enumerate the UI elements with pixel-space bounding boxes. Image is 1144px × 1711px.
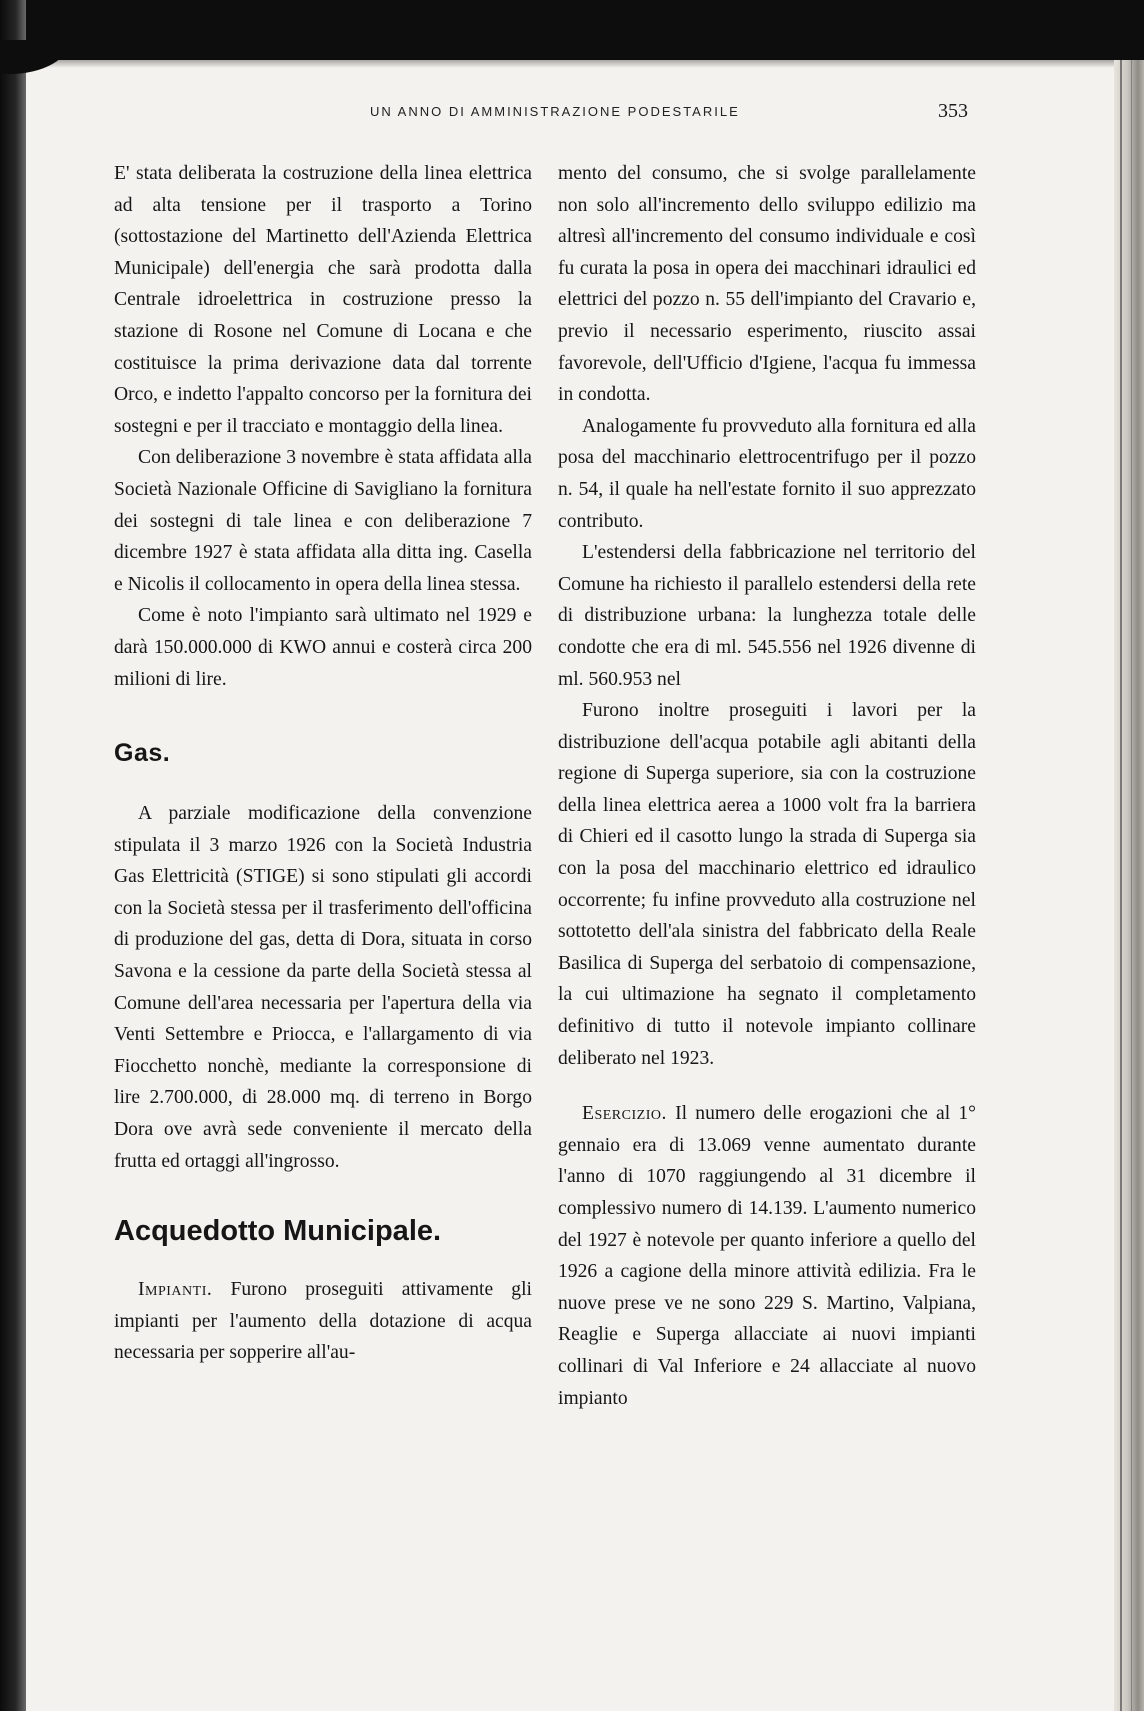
paragraph-gap <box>558 1074 976 1098</box>
scan-right-line <box>1120 60 1122 1711</box>
paragraph-text: Il numero delle erogazioni che al 1° gennaio era di 13.069 venne aumentato durante l'anno di 1070 raggiungendo al 31 dicembre il complessivo numero di 14.139. L'aumento numerico del 1927 è notevole per quanto inferiore a quello del 1926 a cagione della minore attività edilizia. Fra le nuove prese ve ne sono 229 S. Martino, Valpiana, Reaglie e Superga allacciate ai nuovi impianti collinari di Val Inferiore e 24 allacciate al nuovo impianto <box>558 1103 976 1409</box>
paragraph: L'estendersi della fabbricazione nel territorio del Comune ha richiesto il parallelo estendersi della rete di distribuzione urbana: la lunghezza totale delle condotte che era di ml. 545.556 nel 1926 divenne di ml. 560.953 nel <box>558 542 976 690</box>
right-column <box>558 158 976 1414</box>
scan-top-fade <box>0 44 1144 68</box>
run-in-label-impianti: Impianti. <box>138 1279 213 1301</box>
scan-right-edge <box>1114 60 1144 1711</box>
paragraph: Con deliberazione 3 novembre è stata affidata alla Società Nazionale Officine di Savigliano la fornitura dei sostegni di tale linea e con deliberazione 7 dicembre 1927 è stata affidata alla ditta ing. Casella e Nicolis il collocamento in opera della linea stessa. <box>114 447 532 595</box>
paragraph: Analogamente fu provveduto alla fornitura ed alla posa del macchinario elettrocentrifugo per il pozzo n. 54, il quale ha nell'estate fornito il suo apprezzato contributo. <box>558 415 976 532</box>
section-heading-gas: Gas. <box>114 739 171 768</box>
scan-right-line-2 <box>1131 60 1132 1711</box>
scan-page-curl <box>0 40 70 74</box>
paragraph-text: Furono proseguiti attivamente gli impianti per l'aumento della dotazione di acqua necessaria per sopperire all'au- <box>114 1279 532 1364</box>
scan-left-shadow <box>0 0 26 1711</box>
paragraph: A parziale modificazione della convenzione stipulata il 3 marzo 1926 con la Società Industria Gas Elettricità (STIGE) si sono stipulati gli accordi con la Società stessa per il trasferimento dell'officina di produzione del gas, detta di Dora, situata in corso Savona e la cessione da parte della Società stessa al Comune dell'area necessaria per l'apertura della via Venti Settembre e Priocca, e l'allargamento di via Fiocchetto nonchè, mediante la corresponsione di lire 2.700.000, di 28.000 mq. di terreno in Borgo Dora ove avrà sede conveniente il mercato della frutta ed ortaggi all'ingrosso. <box>114 803 532 1172</box>
left-column <box>114 158 532 1369</box>
running-header: UN ANNO DI AMMINISTRAZIONE PODESTARILE <box>370 104 740 119</box>
section-heading-acquedotto: Acquedotto Municipale. <box>114 1215 442 1248</box>
paragraph: E' stata deliberata la costruzione della linea elettrica ad alta tensione per il trasporto a Torino (sottostazione del Martinetto dell'Azienda Elettrica Municipale) dell'energia che sarà prodotta dalla Centrale idroelettrica in costruzione presso la stazione di Rosone nel Comune di Locana e che costituisce la prima derivazione data dal torrente Orco, e indetto l'appalto concorso per la fornitura dei sostegni e per il tracciato e montaggio della linea. <box>114 163 532 437</box>
run-in-label-esercizio: Esercizio. <box>582 1103 667 1125</box>
paragraph: Come è noto l'impianto sarà ultimato nel 1929 e darà 150.000.000 di KWO annui e costerà circa 200 milioni di lire. <box>114 605 532 690</box>
paragraph: mento del consumo, che si svolge parallelamente non solo all'incremento dello sviluppo edilizio ma altresì all'incremento del consumo individuale e così fu curata la posa in opera dei macchinari idraulici ed elettrici del pozzo n. 55 dell'impianto del Cravario e, previo il necessario esperimento, riuscito assai favorevole, dell'Ufficio d'Igiene, l'acqua fu immessa in condotta. <box>558 163 976 406</box>
paragraph: Furono inoltre proseguiti i lavori per la distribuzione dell'acqua potabile agli abitanti della regione di Superga superiore, sia con la costruzione della linea elettrica aerea a 1000 volt fra la barriera di Chieri ed il casotto lungo la strada di Superga sia con la posa del macchinario elettrico ed idraulico occorrente; fu infine provveduto alla costruzione nel sottotetto dell'ala sinistra del fabbricato della Reale Basilica di Superga del serbatoio di compensazione, la cui ultimazione ha segnato il completamento definitivo di tutto il notevole impianto collinare deliberato nel 1923. <box>558 700 976 1069</box>
paragraph <box>114 1274 532 1369</box>
page-number: 353 <box>938 100 968 122</box>
paragraph <box>558 1098 976 1414</box>
